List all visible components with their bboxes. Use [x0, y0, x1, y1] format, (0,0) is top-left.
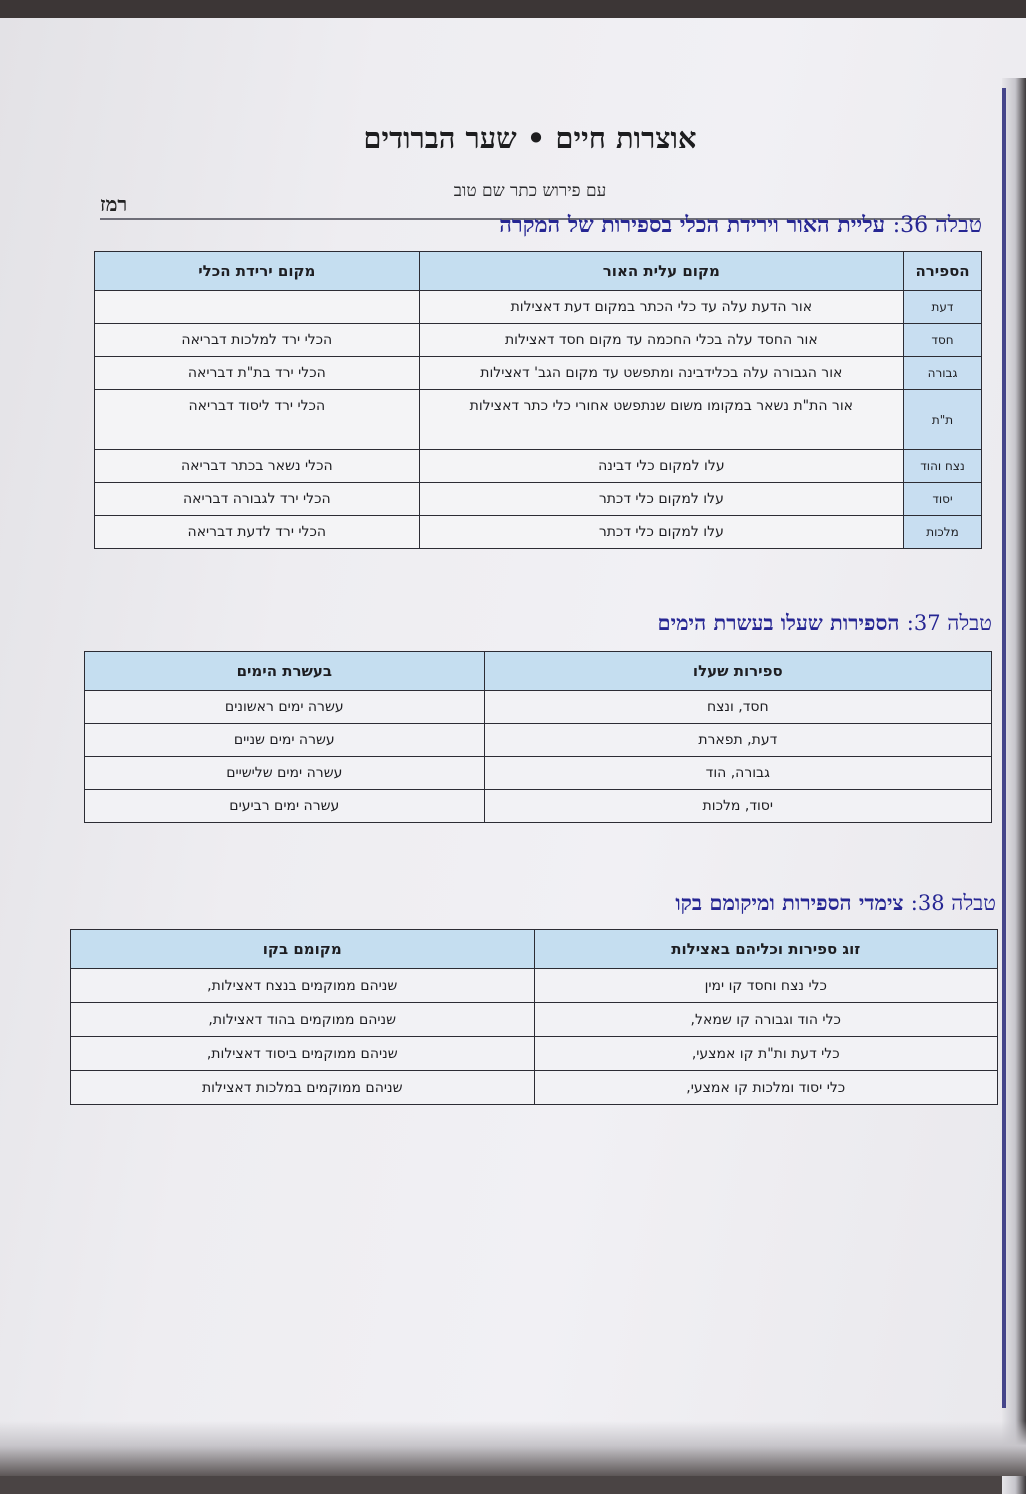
table-row	[85, 691, 992, 724]
header-cell: מקום ירידת הכלי	[95, 252, 420, 291]
vessel-cell	[95, 291, 420, 324]
table-37-title: הספירות שעלו בעשרת הימים	[657, 610, 900, 635]
header-cell: הספירה	[904, 252, 982, 291]
table-cell: כלי דעת ות"ת קו אמצעי,	[534, 1037, 998, 1071]
light-cell: אור החסד עלה בכלי החכמה עד מקום חסד דאצילות	[419, 324, 903, 357]
table-row	[71, 969, 998, 1003]
table-row	[95, 390, 982, 450]
table-row	[85, 757, 992, 790]
table-38-title: צימדי הספירות ומיקומם בקו	[675, 890, 904, 915]
vessel-cell: הכלי ירד בת"ת דבריאה	[95, 357, 420, 390]
table-36	[94, 251, 982, 549]
vessel-cell: הכלי נשאר בכתר דבריאה	[95, 450, 420, 483]
page-subtitle: עם פירוש כתר שם טוב	[453, 181, 607, 201]
table-cell: כלי יסוד ומלכות קו אמצעי,	[534, 1071, 998, 1105]
table-header-row	[71, 930, 998, 969]
table-36-label: טבלה 36:	[892, 213, 982, 238]
table-cell: יסוד, מלכות	[484, 790, 991, 823]
table-row	[95, 324, 982, 357]
sefira-cell: מלכות	[904, 516, 982, 549]
table-row	[95, 291, 982, 324]
page-bottom-shadow	[0, 1421, 1026, 1476]
table-cell: שניהם ממוקמים בנצח דאצילות,	[71, 969, 535, 1003]
table-cell: עשרה ימים ראשונים	[85, 691, 485, 724]
table-row	[85, 790, 992, 823]
sefira-cell: יסוד	[904, 483, 982, 516]
table-cell: חסד, ונצח	[484, 691, 991, 724]
table-37	[84, 651, 992, 823]
sefira-cell: ת"ת	[904, 390, 982, 450]
table-38	[70, 929, 998, 1105]
header-cell: זוג ספירות וכליהם באצילות	[534, 930, 998, 969]
vessel-cell: הכלי ירד לדעת דבריאה	[95, 516, 420, 549]
table-36-caption	[499, 212, 982, 238]
light-cell: עלו למקום כלי דבינה	[419, 450, 903, 483]
page-title: אוצרות חיים • שער הברודים	[363, 121, 697, 155]
table-row	[95, 357, 982, 390]
vessel-cell: הכלי ירד ליסוד דבריאה	[95, 390, 420, 450]
table-row	[71, 1003, 998, 1037]
table-cell: דעת, תפארת	[484, 724, 991, 757]
sefira-cell: חסד	[904, 324, 982, 357]
header-cell: בעשרת הימים	[85, 652, 485, 691]
light-cell: אור הגבורה עלה בכלידבינה ומתפשט עד מקום הגב' דאצילות	[419, 357, 903, 390]
table-cell: שניהם ממוקמים במלכות דאצילות	[71, 1071, 535, 1105]
table-cell: שניהם ממוקמים בהוד דאצילות,	[71, 1003, 535, 1037]
table-header-row	[85, 652, 992, 691]
light-cell: עלו למקום כלי דכתר	[419, 483, 903, 516]
table-cell: עשרה ימים שלישיים	[85, 757, 485, 790]
table-row	[85, 724, 992, 757]
light-cell: אור הדעת עלה עד כלי הכתר במקום דעת דאצילות	[419, 291, 903, 324]
table-37-label: טבלה 37:	[906, 611, 992, 635]
table-row	[95, 516, 982, 549]
sefira-cell: נצח והוד	[904, 450, 982, 483]
table-cell: כלי נצח וחסד קו ימין	[534, 969, 998, 1003]
table-cell: עשרה ימים שניים	[85, 724, 485, 757]
header-cell: מקומם בקו	[71, 930, 535, 969]
table-38-caption	[675, 890, 996, 916]
sefira-cell: דעת	[904, 291, 982, 324]
sefira-cell: גבורה	[904, 357, 982, 390]
table-cell: שניהם ממוקמים ביסוד דאצילות,	[71, 1037, 535, 1071]
table-37-caption	[658, 610, 993, 636]
table-cell: כלי הוד וגבורה קו שמאל,	[534, 1003, 998, 1037]
table-cell: גבורה, הוד	[484, 757, 991, 790]
table-row	[71, 1037, 998, 1071]
table-cell: עשרה ימים רביעים	[85, 790, 485, 823]
table-38-label: טבלה 38:	[910, 891, 996, 915]
light-cell: אור הת"ת נשאר במקומו משום שנתפשט אחורי כלי כתר דאצילות	[419, 390, 903, 450]
vessel-cell: הכלי ירד לגבורה דבריאה	[95, 483, 420, 516]
header-cell: ספירות שעלו	[484, 652, 991, 691]
page-edge-stripe	[1002, 88, 1006, 1408]
page-marker: רמז	[100, 192, 128, 216]
table-header-row	[95, 252, 982, 291]
vessel-cell: הכלי ירד למלכות דבריאה	[95, 324, 420, 357]
header-cell: מקום עלית האור	[419, 252, 903, 291]
table-row	[95, 483, 982, 516]
table-row	[95, 450, 982, 483]
table-36-title: עליית האור וירידת הכלי בספירות של המקרה	[499, 212, 886, 238]
light-cell: עלו למקום כלי דכתר	[419, 516, 903, 549]
table-row	[71, 1071, 998, 1105]
